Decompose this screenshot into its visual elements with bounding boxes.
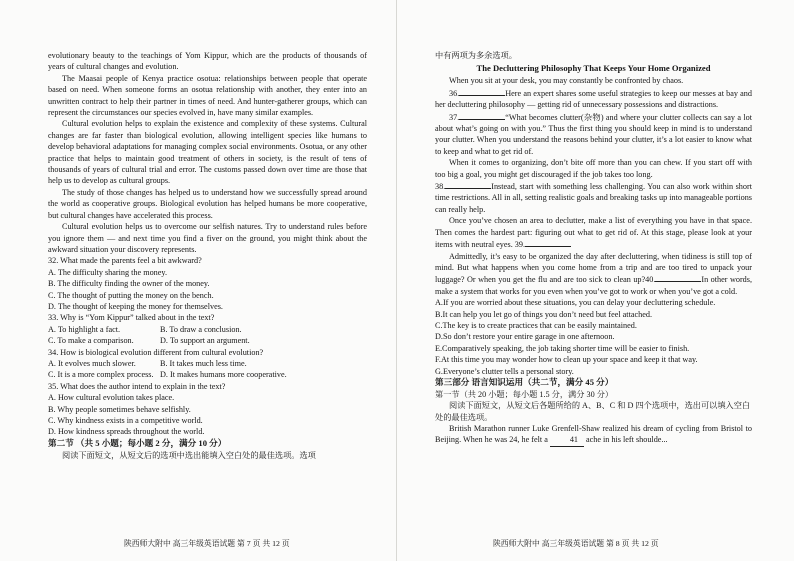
question-33 <box>48 312 367 346</box>
option-d: D. It makes humans more cooperative. <box>160 370 287 380</box>
option-a: A. The difficulty sharing the money. <box>48 267 167 277</box>
answer-blank <box>445 180 491 189</box>
option-b: B. It takes much less time. <box>160 358 247 368</box>
section-heading: 第二节 （共 5 小题；每小题 2 分，满分 10 分） <box>48 437 227 448</box>
option-b: B.It can help you let go of things you don’t need but feel attached. <box>435 309 652 319</box>
exam-page-right <box>397 0 794 561</box>
passage-paragraph: Cultural evolution helps to explain the existence and complexity of these systems. Cultural changes are far faster than biological evolution, allowing intelligent species like humans to develop behavioral adaptations for managing complex social environments. Osotua, or any other practice that helps to maintain good treatment of others in society, is the result of tens of thousands of years of cultural trial and error. The customs passed down over time are those that help us to develop as cultural groups. <box>48 119 367 186</box>
option-a: A. How cultural evolution takes place. <box>48 393 175 403</box>
paragraph-text: Once you’ve chosen an area to declutter, make a list of everything you have in that space. Then comes the hardest part: figuring out what to get rid of. At this stage, please look at your items with neutral eyes. 39. <box>435 216 752 250</box>
paragraph-text: Here an expert shares some useful strategies to keep our messes at bay and her decluttering philosophy — getting rid of unnecessary possessions and distractions. <box>435 88 752 110</box>
option-row <box>48 358 367 369</box>
passage-paragraph: evolutionary beauty to the teachings of Yom Kippur, which are the products of thousands of years of cultural changes and evolution. <box>48 51 367 72</box>
option-d: D. How kindness spreads throughout the world. <box>48 427 205 437</box>
passage-paragraph <box>435 215 752 250</box>
option-a: A. It evolves much slower. <box>48 358 136 368</box>
passage-paragraph: Cultural evolution helps us to overcome our selfish natures. Try to understand rules before you ignore them — and next time you find a fiver on the ground, you might think about the awkward situation your discovery represents. <box>48 222 367 254</box>
option-e: E.Comparatively speaking, the job taking shorter time will be easier to finish. <box>435 343 690 353</box>
paragraph-text: British Marathon runner Luke Grenfell-Shaw realized his dream of cycling from Bristol to Beijing. When he was 24, he felt a <box>435 423 752 445</box>
passage-paragraph: When it comes to organizing, don’t bite off more than you can chew. If you start off with too big a goal, you might get discouraged if the job takes too long. <box>435 158 752 179</box>
paragraph-text: Admittedly, it’s easy to be organized the day after decluttering, when tidiness is still top of mind. But what happens when you come home from a trip and are too tired to unpack your luggage? Or when you get the flu and are too sick to clean up?40. <box>435 251 752 285</box>
passage-paragraph <box>435 251 752 298</box>
passage-paragraph <box>435 180 752 215</box>
option-c: C. It is a more complex process. <box>48 370 154 380</box>
question-34 <box>48 347 367 381</box>
question-stem: 32. What made the parents feel a bit awkward? <box>48 256 202 266</box>
answer-blank <box>655 273 701 282</box>
intro-line: 中有两项为多余选项。 <box>435 51 517 60</box>
option-g: G.Everyone’s clutter tells a personal story. <box>435 366 574 376</box>
page-footer: 陕西师大附中 高三年级英语试题 第 8 页 共 12 页 <box>493 539 659 548</box>
option-b: B. To draw a conclusion. <box>160 324 242 334</box>
option-b: B. The difficulty finding the owner of the money. <box>48 279 210 289</box>
blank-number: 36. <box>449 88 460 98</box>
option-c: C. The thought of putting the money on the bench. <box>48 290 214 300</box>
question-stem: 34. How is biological evolution different from cultural evolution? <box>48 347 264 357</box>
passage-title: The Decluttering Philosophy That Keeps Your Home Organized <box>476 63 711 74</box>
option-a: A. To highlight a fact. <box>48 324 121 334</box>
cloze-paragraph <box>435 423 752 447</box>
passage-paragraph <box>435 87 752 111</box>
section-heading: 第一节（共 20 小题；每小题 1.5 分，满分 30 分） <box>435 389 614 399</box>
option-list <box>435 297 752 377</box>
cloze-blank: 41 <box>550 434 584 446</box>
question-32 <box>48 255 367 312</box>
option-a: A.If you are worried about these situations, you can delay your decluttering schedule. <box>435 298 716 308</box>
option-d: D. To support an argument. <box>160 336 250 346</box>
paragraph-text: In other words, make a system that works for you even when you’ve got to work or when you’ve got a cold. <box>435 275 753 296</box>
blank-number: 37. <box>449 112 460 122</box>
option-row <box>48 335 367 346</box>
paragraph-text: ache in his left shoulde... <box>585 435 668 445</box>
option-c: C.The key is to create practices that can be easily maintained. <box>435 320 637 330</box>
option-row <box>48 324 367 335</box>
paragraph-text: Instead, start with something less challenging. You can also work within short time restrictions. All in all, setting realistic goals and breaking tasks up into manageable portions can really help. <box>435 182 752 214</box>
option-c: C. Why kindness exists in a competitive world. <box>48 416 203 425</box>
blank-number: 38. <box>435 182 446 192</box>
option-b: B. Why people sometimes behave selfishly. <box>48 404 191 414</box>
question-35 <box>48 381 367 438</box>
answer-blank <box>459 87 505 96</box>
passage-paragraph: When you sit at your desk, you may constantly be confronted by chaos. <box>449 76 684 86</box>
paragraph-text: “What becomes clutter(杂物) and where your clutter collects can say a lot about what’s going on with you.” Thus the first thing you should keep in mind is to understand your clutter. When you understand the reasons behind your clutter, it’s a lot easier to know what to keep and what to get rid of. <box>435 112 752 156</box>
section-instruction: 阅读下面短文，从短文后各题所给的 A、B、C 和 D 四个选项中，选出可以填入空白处的最佳选项。 <box>435 401 751 422</box>
page-footer: 陕西师大附中 高三年级英语试题 第 7 页 共 12 页 <box>124 539 290 548</box>
option-row <box>48 369 367 380</box>
answer-blank <box>525 238 571 247</box>
option-c: C. To make a comparison. <box>48 336 134 346</box>
answer-blank <box>459 111 505 120</box>
passage-paragraph: The study of those changes has helped us to understand how we successfully spread around the world as cooperative groups. Biological evolution has helped humans be more cooperative, but cultural changes have accelerated this process. <box>48 187 367 220</box>
option-f: F.At this time you may wonder how to clean up your space and keep it that way. <box>435 355 698 365</box>
question-stem: 33. Why is “Yom Kippur” talked about in the text? <box>48 313 215 323</box>
part-heading: 第三部分 语言知识运用（共二节，满分 45 分） <box>435 376 614 387</box>
question-stem: 35. What does the author intend to explain in the text? <box>48 381 226 391</box>
option-d: D. The thought of keeping the money for themselves. <box>48 301 223 311</box>
passage-paragraph: The Maasai people of Kenya practice osotua: relationships between people that operate based on need. When someone forms an osotua relationship with another, they enter into an unwritten contract to help their partner in times of need. And hunter-gatherer groups, which can represent the circumstances our species evolved in, have many similar examples. <box>48 73 367 118</box>
section-instruction: 阅读下面短文，从短文后的选项中选出能填入空白处的最佳选项。选项 <box>62 450 316 460</box>
option-d: D.So don’t restore your entire garage in one afternoon. <box>435 332 615 342</box>
passage-paragraph <box>435 111 752 158</box>
